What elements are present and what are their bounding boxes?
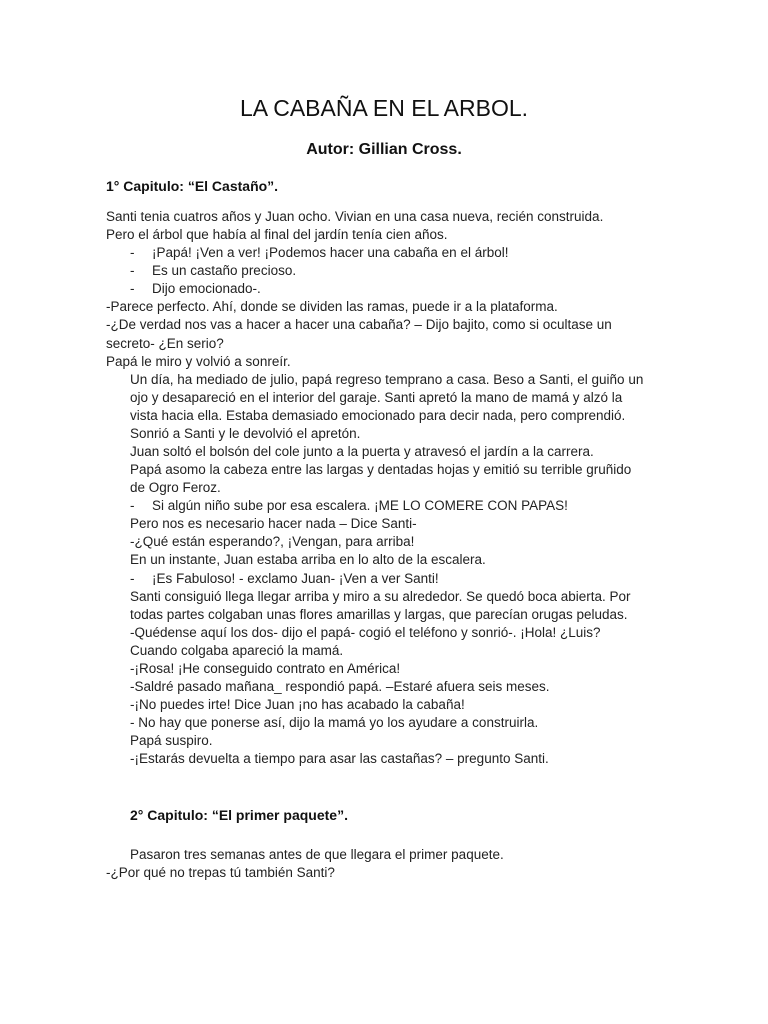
line-text: -¿Por qué no trepas tú también Santi? — [106, 865, 335, 881]
paragraph-line — [0, 642, 768, 660]
dialogue-bullet-item — [0, 244, 768, 262]
line-text: Un día, ha mediado de julio, papá regreso temprano a casa. Beso a Santi, el guiño un — [130, 371, 644, 387]
paragraph-line — [0, 588, 768, 606]
dialogue-bullet-item — [0, 262, 768, 280]
line-text: secreto- ¿En serio? — [106, 335, 224, 351]
paragraph-line — [0, 353, 768, 371]
line-text: ¡Papá! ¡Ven a ver! ¡Podemos hacer una cabaña en el árbol! — [152, 245, 509, 261]
line-text: Santi consiguió llega llegar arriba y miro a su alrededor. Se quedó boca abierta. Por — [130, 588, 631, 604]
chapter-1-body — [0, 208, 768, 768]
line-text: -¡No puedes irte! Dice Juan ¡no has acabado la cabaña! — [130, 697, 465, 713]
paragraph-line — [0, 606, 768, 624]
document-title: LA CABAÑA EN EL ARBOL. — [239, 95, 529, 121]
line-text: Santi tenia cuatros años y Juan ocho. Vivian en una casa nueva, recién construida. — [106, 209, 604, 224]
paragraph-line — [0, 714, 768, 732]
line-text: -¿De verdad nos vas a hacer a hacer una cabaña? – Dijo bajito, como si ocultase un — [106, 317, 612, 333]
dialogue-bullet-item — [0, 280, 768, 298]
paragraph-line — [0, 750, 768, 768]
paragraph-line — [0, 461, 768, 479]
document-author: Autor: Gillian Cross. — [306, 141, 462, 158]
paragraph-line — [0, 316, 768, 334]
paragraph-line — [0, 864, 768, 882]
paragraph-line — [0, 660, 768, 678]
line-text: - No hay que ponerse así, dijo la mamá yo los ayudare a construirla. — [130, 715, 539, 731]
paragraph-line — [0, 425, 768, 443]
line-text: -Parece perfecto. Ahí, donde se dividen las ramas, puede ir a la plataforma. — [106, 299, 558, 315]
line-text: -Saldré pasado mañana_ respondió papá. –Estaré afuera seis meses. — [130, 679, 550, 695]
line-text: -¿Qué están esperando?, ¡Vengan, para arriba! — [130, 534, 415, 550]
line-text: Papá le miro y volvió a sonreír. — [106, 353, 291, 369]
paragraph-line — [0, 551, 768, 569]
bullet-dash: - — [130, 570, 135, 586]
line-text: -¡Rosa! ¡He conseguido contrato en América! — [130, 660, 401, 676]
paragraph-line — [0, 389, 768, 407]
paragraph-line — [0, 732, 768, 750]
line-text: Pasaron tres semanas antes de que llegara el primer paquete. — [130, 847, 504, 862]
line-text: vista hacia ella. Estaba demasiado emocionado para decir nada, pero comprendió. — [130, 407, 626, 423]
paragraph-line — [0, 371, 768, 389]
line-text: Pero el árbol que había al final del jardín tenía cien años. — [106, 227, 448, 243]
paragraph-line — [0, 208, 768, 226]
line-text: Juan soltó el bolsón del cole junto a la puerta y atravesó el jardín a la carrera. — [130, 444, 594, 460]
dialogue-bullet-item — [0, 497, 768, 515]
line-text: En un instante, Juan estaba arriba en lo alto de la escalera. — [130, 552, 486, 568]
line-text: ojo y desapareció en el interior del garaje. Santi apretó la mano de mamá y alzó la — [130, 389, 623, 405]
line-text: Dijo emocionado-. — [152, 281, 261, 297]
paragraph-line — [0, 479, 768, 497]
line-text: Si algún niño sube por esa escalera. ¡ME LO COMERE CON PAPAS! — [152, 498, 568, 514]
paragraph-line — [0, 624, 768, 642]
chapter-2-heading: 2° Capitulo: “El primer paquete”. — [130, 807, 348, 823]
chapter-2-body — [0, 846, 768, 882]
line-text: -¡Estarás devuelta a tiempo para asar las castañas? – pregunto Santi. — [130, 751, 549, 767]
bullet-dash: - — [130, 281, 135, 297]
dialogue-bullet-item — [0, 570, 768, 588]
line-text: -Quédense aquí los dos- dijo el papá- cogió el teléfono y sonrió-. ¡Hola! ¿Luis? — [130, 624, 601, 640]
line-text: Papá suspiro. — [130, 733, 213, 749]
line-text: ¡Es Fabuloso! - exclamo Juan- ¡Ven a ver Santi! — [152, 570, 439, 586]
paragraph-line — [0, 533, 768, 551]
paragraph-line — [0, 335, 768, 353]
bullet-dash: - — [130, 498, 135, 514]
line-text: Cuando colgaba apareció la mamá. — [130, 642, 344, 658]
paragraph-line — [0, 298, 768, 316]
paragraph-line — [0, 226, 768, 244]
line-text: Es un castaño precioso. — [152, 263, 297, 279]
bullet-dash: - — [130, 263, 135, 279]
line-text: todas partes colgaban unas flores amarillas y largas, que parecían orugas peludas. — [130, 606, 628, 622]
line-text: Papá asomo la cabeza entre las largas y dentadas hojas y emitió su terrible gruñido — [130, 462, 632, 478]
line-text: Pero nos es necesario hacer nada – Dice Santi- — [130, 516, 417, 532]
paragraph-line — [0, 443, 768, 461]
paragraph-line — [0, 696, 768, 714]
bullet-dash: - — [130, 245, 135, 261]
paragraph-line — [0, 515, 768, 533]
chapter-1-heading: 1° Capitulo: “El Castaño”. — [106, 178, 279, 194]
line-text: de Ogro Feroz. — [130, 480, 221, 496]
paragraph-line — [0, 846, 768, 864]
paragraph-line — [0, 678, 768, 696]
line-text: Sonrió a Santi y le devolvió el apretón. — [130, 425, 361, 441]
paragraph-line — [0, 407, 768, 425]
